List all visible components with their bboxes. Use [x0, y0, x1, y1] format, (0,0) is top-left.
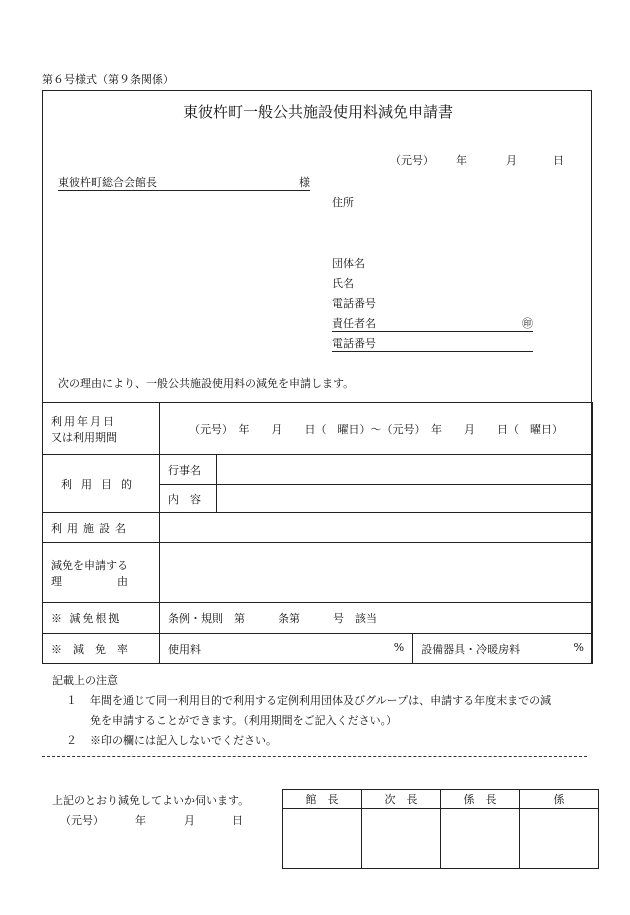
basis-row	[43, 603, 593, 634]
addressee: 東彼杵町総合会館長	[58, 176, 157, 189]
notes-heading: 記載上の注意	[52, 674, 118, 687]
note-1-number: １	[66, 694, 77, 707]
content-label: 内 容	[160, 485, 217, 513]
date-day: 日	[553, 154, 564, 167]
equipment-label: 設備器具・冷暖房料	[421, 642, 521, 656]
content-value[interactable]	[217, 485, 593, 513]
approval-date-day: 日	[232, 814, 243, 827]
stamp-box-chief[interactable]	[441, 809, 520, 869]
basis-value: 条例・規則 第 条第 号 該当	[160, 603, 593, 634]
stamp-box-deputy[interactable]	[362, 809, 441, 869]
rate-label: ※ 減 免 率	[43, 634, 160, 664]
form-title: 東彼杵町一般公共施設使用料減免申請書	[182, 103, 453, 121]
phone-label: 電話番号	[332, 297, 376, 310]
fee-rate-cell	[160, 634, 413, 664]
rate-row	[43, 634, 593, 664]
event-label: 行事名	[160, 455, 217, 485]
reason-row	[43, 543, 593, 603]
period-label: 利用年月日 又は利用期間	[43, 403, 160, 455]
stamp-head-staff: 係	[520, 790, 599, 809]
details-table	[42, 402, 593, 664]
stamp-box-staff[interactable]	[520, 809, 599, 869]
form-number: 第６号様式（第９条関係）	[42, 73, 174, 86]
facility-value[interactable]	[160, 513, 593, 543]
period-value: （元号） 年 月 日（ 曜日）～（元号） 年 月 日（ 曜日）	[160, 403, 593, 455]
note-1-line-2: 免を申請することができます。（利用期間をご記入ください。）	[90, 714, 398, 727]
responsible-label: 責任者名	[332, 317, 376, 330]
stamp-box-director[interactable]	[283, 809, 362, 869]
fee-percent: %	[393, 640, 405, 654]
stamp-head-deputy: 次 長	[362, 790, 441, 809]
responsible-phone-label: 電話番号	[332, 337, 376, 350]
stamp-header-row	[283, 790, 599, 809]
basis-label: ※ 減免根拠	[43, 603, 160, 634]
purpose-label: 利用目的	[43, 455, 160, 513]
date-era: （元号）	[390, 154, 434, 167]
purpose-row-event	[43, 455, 593, 485]
date-year: 年	[456, 154, 467, 167]
note-2-number: ２	[66, 734, 77, 747]
approval-date-era: （元号）	[60, 814, 104, 827]
stamp-head-chief: 係 長	[441, 790, 520, 809]
fee-label: 使用料	[168, 642, 201, 656]
responsible-phone-line	[332, 335, 533, 352]
note-1-line-1: 年間を通じて同一利用目的で利用する定例利用団体及びグループは、申請する年度末までの減	[90, 694, 552, 707]
cut-line	[42, 756, 587, 757]
application-form	[42, 90, 592, 664]
facility-row	[43, 513, 593, 543]
approval-text: 上記のとおり減免してよいか伺います。	[52, 794, 250, 807]
address-label: 住所	[332, 196, 354, 209]
reason-label: 減免を申請する 理 由	[43, 543, 160, 603]
seal-mark: ㊞	[522, 317, 533, 330]
period-row	[43, 403, 593, 455]
facility-label: 利用施設名	[43, 513, 160, 543]
reason-value[interactable]	[160, 543, 593, 603]
approval-date-month: 月	[184, 814, 195, 827]
statement: 次の理由により、一般公共施設使用料の減免を申請します。	[58, 377, 355, 390]
stamp-box-row	[283, 809, 599, 869]
equipment-rate-cell	[413, 634, 593, 664]
approval-date-year: 年	[135, 814, 146, 827]
name-label: 氏名	[332, 277, 354, 290]
responsible-line	[332, 315, 533, 332]
event-value[interactable]	[217, 455, 593, 485]
stamp-head-director: 館 長	[283, 790, 362, 809]
approval-stamp-table	[282, 789, 599, 869]
note-2-text: ※印の欄には記入しないでください。	[90, 734, 277, 747]
date-month: 月	[506, 154, 517, 167]
equipment-percent: %	[573, 640, 584, 654]
addressee-suffix: 様	[299, 176, 310, 189]
addressee-line	[58, 174, 310, 191]
group-label: 団体名	[332, 257, 365, 270]
